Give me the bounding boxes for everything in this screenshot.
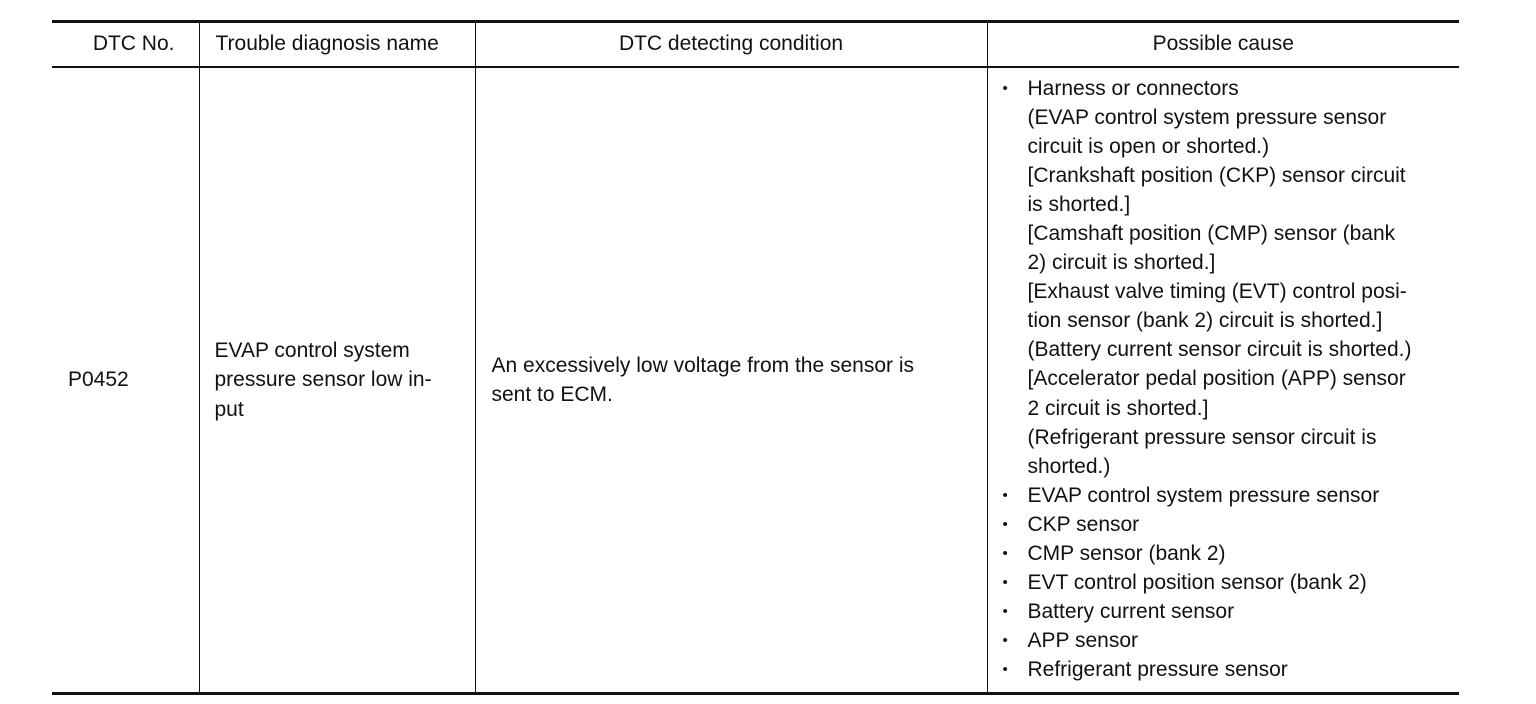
table-body <box>52 67 1459 694</box>
bullet-icon: • <box>1002 486 1008 504</box>
possible-cause-list <box>1002 74 1456 685</box>
cell-possible-cause <box>987 67 1459 694</box>
header-dtc-no: DTC No. <box>52 22 199 67</box>
cause-detail-line: 2 circuit is shorted.] <box>1027 396 1209 420</box>
bullet-icon: • <box>1002 661 1008 679</box>
cause-detail-line: (Refrigerant pressure sensor circuit is <box>1027 425 1377 449</box>
cause-label: Refrigerant pressure sensor <box>1027 658 1288 682</box>
cause-detail-line: [Camshaft position (CMP) sensor (bank <box>1027 221 1396 245</box>
cause-label: EVAP control system pressure sensor <box>1027 483 1380 507</box>
list-item <box>1002 481 1456 510</box>
bullet-icon: • <box>1002 545 1008 562</box>
cause-detail-line: [Exhaust valve timing (EVT) control posi- <box>1027 280 1407 304</box>
cause-label: EVT control position sensor (bank 2) <box>1027 571 1367 595</box>
cell-dtc-no: P0452 <box>52 67 199 694</box>
cause-detail-line: [Crankshaft position (CKP) sensor circuit <box>1027 163 1406 187</box>
list-item <box>1002 74 1456 481</box>
bullet-icon: • <box>1002 574 1008 592</box>
cell-dtc-detecting-condition <box>475 67 987 694</box>
cause-label: Harness or connectors <box>1027 76 1239 100</box>
condition-line: An excessively low voltage from the sensor is <box>491 353 915 377</box>
bullet-icon: • <box>1002 632 1008 650</box>
cause-detail-line: [Accelerator pedal position (APP) sensor <box>1027 367 1406 391</box>
list-item <box>1002 539 1456 568</box>
cause-detail-line: circuit is open or shorted.) <box>1027 134 1270 158</box>
bullet-icon: • <box>1002 603 1008 621</box>
cause-detail-line: (Battery current sensor circuit is shorted.) <box>1027 338 1412 362</box>
cause-detail-line: tion sensor (bank 2) circuit is shorted.] <box>1027 309 1383 333</box>
table-row <box>52 67 1459 694</box>
header-trouble-diagnosis-name: Trouble diagnosis name <box>199 22 475 67</box>
cause-label: Battery current sensor <box>1027 600 1235 624</box>
cause-detail-line: (EVAP control system pressure sensor <box>1027 105 1387 129</box>
header-dtc-detecting-condition: DTC detecting condition <box>475 22 987 67</box>
diagnosis-name-line: put <box>214 397 244 421</box>
cause-label: APP sensor <box>1027 629 1139 653</box>
list-item <box>1002 568 1456 597</box>
cause-label: CKP sensor <box>1027 512 1140 536</box>
cell-trouble-diagnosis-name <box>199 67 475 694</box>
header-row <box>52 22 1459 67</box>
cause-detail-line: shorted.) <box>1027 454 1111 478</box>
dtc-table-frame <box>52 20 1459 695</box>
cause-detail-line: 2) circuit is shorted.] <box>1027 251 1216 275</box>
list-item <box>1002 510 1456 539</box>
diagnosis-name-line: EVAP control system <box>214 339 410 363</box>
list-item <box>1002 597 1456 626</box>
diagnosis-name-line: pressure sensor low in- <box>214 368 432 392</box>
header-possible-cause: Possible cause <box>987 22 1459 67</box>
cause-label: CMP sensor (bank 2) <box>1027 542 1226 565</box>
bullet-icon: • <box>1002 515 1008 533</box>
condition-line: sent to ECM. <box>491 382 613 406</box>
list-item <box>1002 626 1456 655</box>
dtc-table <box>52 20 1459 695</box>
list-item <box>1002 655 1456 684</box>
bullet-icon: • <box>1002 79 1008 97</box>
cause-detail-line: is shorted.] <box>1027 192 1131 216</box>
table-header <box>52 22 1459 67</box>
